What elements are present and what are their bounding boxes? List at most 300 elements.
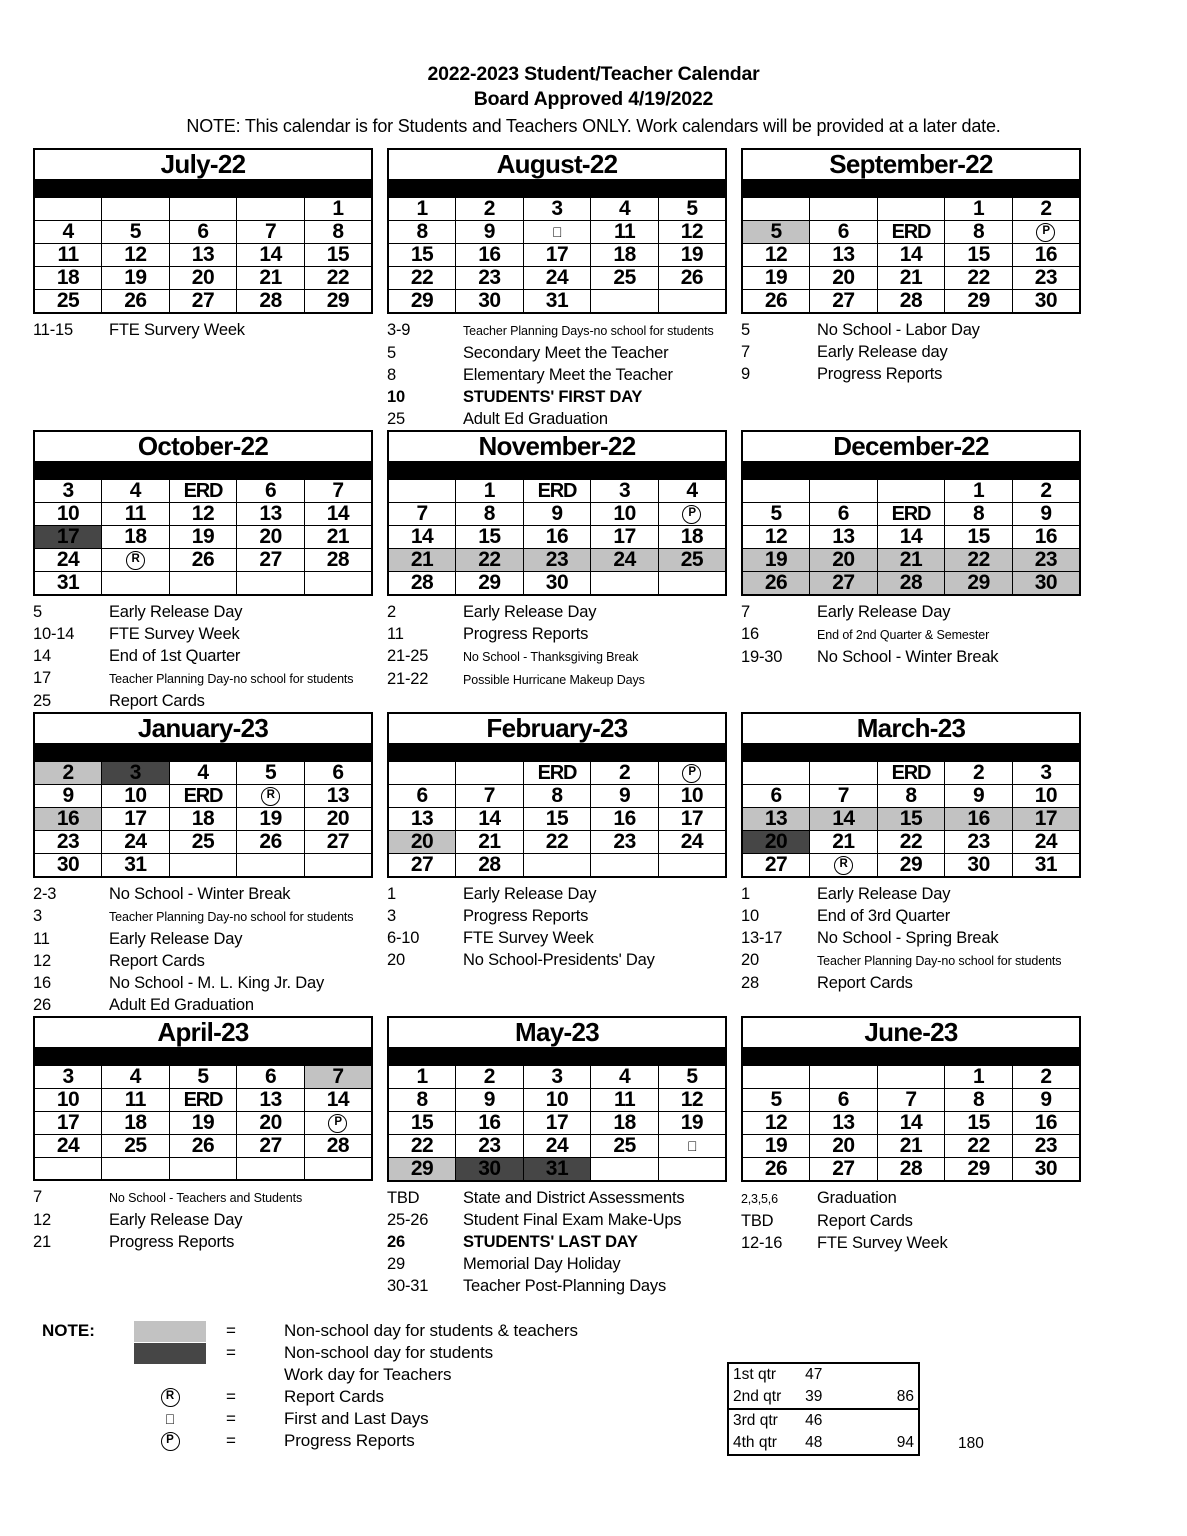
calendar-day[interactable]: 4 [169,762,237,785]
calendar-day[interactable]: 6 [169,221,237,244]
calendar-day-icon[interactable] [523,221,591,244]
event-text: FTE Survey Week [109,625,240,643]
calendar-day[interactable]: 15 [945,1112,1013,1135]
calendar-day[interactable]: 20 [810,549,878,572]
calendar-day[interactable]: ERD [169,480,237,503]
calendar-day[interactable]: ERD [523,762,591,785]
legend-equals: = [226,1409,236,1428]
calendar-day[interactable]: ERD [523,480,591,503]
calendar-day[interactable]: 2 [456,198,524,221]
calendar-day[interactable]: 1 [456,480,524,503]
calendar-day[interactable]: 18 [169,808,237,831]
month-events [387,883,727,971]
calendar-day[interactable]: 26 [742,572,810,596]
calendar-day[interactable]: 10 [102,785,170,808]
calendar-day[interactable]: 6 [388,785,456,808]
calendar-day[interactable]: 28 [877,1158,945,1182]
weekday-header-bar [388,744,726,762]
calendar-day[interactable]: 9 [523,503,591,526]
calendar-day[interactable]: 2 [1012,480,1080,503]
calendar-day[interactable]: 24 [102,831,170,854]
event-text: No School - Labor Day [817,321,980,339]
calendar-day[interactable]: 11 [591,221,659,244]
calendar-day[interactable]: 30 [1012,1158,1080,1182]
calendar-day[interactable]: 21 [877,267,945,290]
calendar-day[interactable]: 29 [388,290,456,314]
calendar-day[interactable]: 28 [456,854,524,878]
calendar-day[interactable]: 23 [523,549,591,572]
calendar-day[interactable]: 9 [1012,503,1080,526]
calendar-day[interactable]: 8 [456,503,524,526]
calendar-day[interactable]: 29 [945,290,1013,314]
calendar-day[interactable]: 5 [237,762,305,785]
calendar-day[interactable]: 8 [945,221,1013,244]
calendar-day[interactable]: 26 [742,1158,810,1182]
non-school-students-swatch [134,1343,206,1364]
calendar-day[interactable]: 19 [237,808,305,831]
calendar-day[interactable]: 22 [523,831,591,854]
calendar-day[interactable]: 15 [456,526,524,549]
calendar-day[interactable]: 16 [523,526,591,549]
calendar-day[interactable]: 17 [523,244,591,267]
calendar-day[interactable]: 29 [456,572,524,596]
event-text: STUDENTS' FIRST DAY [463,388,643,406]
calendar-day[interactable]: 29 [304,290,372,314]
calendar-day[interactable]: 9 [34,785,102,808]
calendar-day[interactable]: 20 [810,267,878,290]
calendar-day[interactable]: 27 [810,1158,878,1182]
calendar-day[interactable]: 30 [1012,572,1080,596]
calendar-day[interactable]: 12 [658,1089,726,1112]
calendar-day[interactable]: 13 [388,808,456,831]
calendar-day[interactable]: 23 [945,831,1013,854]
calendar-day[interactable]: 1 [945,480,1013,503]
calendar-day[interactable]: 6 [742,785,810,808]
calendar-day[interactable]: 22 [945,1135,1013,1158]
calendar-day[interactable]: 29 [388,1158,456,1182]
calendar-day[interactable]: 14 [388,526,456,549]
calendar-day[interactable]: 14 [810,808,878,831]
calendar-day[interactable]: 23 [1012,549,1080,572]
calendar-week-row [388,480,726,503]
calendar-day[interactable]: 5 [102,221,170,244]
calendar-day[interactable]: 12 [102,244,170,267]
calendar-day[interactable]: 2 [456,1066,524,1089]
calendar-day[interactable]: 14 [237,244,305,267]
calendar-day[interactable]: 12 [742,1112,810,1135]
calendar-day[interactable]: 27 [304,831,372,854]
calendar-day [304,572,372,596]
calendar-day[interactable]: 22 [304,267,372,290]
calendar-day[interactable]: 15 [945,244,1013,267]
calendar-day[interactable]: 13 [304,785,372,808]
month-events [387,1187,727,1297]
calendar-day[interactable]: 13 [237,1089,305,1112]
calendar-day[interactable]: 21 [810,831,878,854]
calendar-day[interactable]: 23 [456,267,524,290]
calendar-day[interactable]: 10 [591,503,659,526]
calendar-day[interactable]: 20 [810,1135,878,1158]
calendar-day[interactable]: 13 [810,1112,878,1135]
calendar-day[interactable]: 17 [658,808,726,831]
calendar-day[interactable]: 8 [388,221,456,244]
calendar-day[interactable]: 17 [34,526,102,549]
calendar-day[interactable]: 8 [388,1089,456,1112]
calendar-day[interactable]: 10 [523,1089,591,1112]
calendar-day[interactable]: 19 [742,1135,810,1158]
calendar-day[interactable]: 1 [945,198,1013,221]
calendar-day[interactable]: 21 [388,549,456,572]
calendar-day[interactable]: 3 [1012,762,1080,785]
calendar-week-row [34,480,372,503]
calendar-day[interactable]: 19 [169,526,237,549]
calendar-day[interactable]: 28 [304,1135,372,1158]
calendar-day[interactable]: 26 [169,549,237,572]
calendar-day[interactable]: 12 [742,244,810,267]
calendar-day[interactable]: 27 [810,290,878,314]
calendar-day[interactable]: 18 [591,244,659,267]
calendar-day-icon[interactable] [810,854,878,878]
calendar-day[interactable]: 25 [102,1135,170,1158]
calendar-day[interactable]: 21 [877,1135,945,1158]
quarter-label: 4th qtr [733,1434,777,1451]
calendar-day[interactable]: 4 [591,1066,659,1089]
calendar-day[interactable]: 3 [34,480,102,503]
quarter-days: 48 [805,1434,823,1451]
calendar-day[interactable]: 24 [34,549,102,572]
calendar-day[interactable]: ERD [169,785,237,808]
calendar-day[interactable]: 18 [658,526,726,549]
quarter-days: 47 [805,1366,823,1383]
calendar-day[interactable]: ERD [169,1089,237,1112]
calendar-day[interactable]: 28 [388,572,456,596]
calendar-day[interactable]: 19 [742,267,810,290]
calendar-day[interactable]: 20 [388,831,456,854]
calendar-day[interactable]: 6 [810,503,878,526]
calendar-day[interactable]: 22 [456,549,524,572]
calendar-day[interactable]: 16 [1012,526,1080,549]
calendar-day[interactable]: ERD [877,221,945,244]
calendar-day[interactable]: 27 [810,572,878,596]
calendar-day[interactable]: 13 [810,526,878,549]
calendar-day[interactable]: 12 [169,503,237,526]
calendar-day[interactable]: 2 [591,762,659,785]
calendar-day[interactable]: 20 [237,1112,305,1135]
calendar-day[interactable]: 8 [304,221,372,244]
calendar-day[interactable]: 24 [34,1135,102,1158]
calendar-day[interactable]: 2 [34,762,102,785]
calendar-day[interactable]: 7 [877,1089,945,1112]
calendar-day[interactable]: 5 [742,1089,810,1112]
legend-equals: = [226,1431,236,1450]
calendar-day[interactable]: 24 [591,549,659,572]
calendar-day[interactable]: 31 [523,290,591,314]
non-school-all-swatch [134,1321,206,1342]
calendar-day[interactable]: 28 [304,549,372,572]
calendar-day [658,572,726,596]
calendar-day[interactable]: 4 [34,221,102,244]
calendar-day[interactable]: 23 [1012,267,1080,290]
calendar-day[interactable]: 29 [877,854,945,878]
calendar-day[interactable]: 25 [169,831,237,854]
calendar-day[interactable]: 7 [304,480,372,503]
calendar-day[interactable]: 5 [658,198,726,221]
calendar-day[interactable]: 14 [877,526,945,549]
calendar-day[interactable]: 20 [169,267,237,290]
calendar-day[interactable]: 31 [102,854,170,878]
calendar-day[interactable]: 2 [1012,1066,1080,1089]
calendar-day[interactable]: 19 [658,1112,726,1135]
calendar-day[interactable]: 11 [34,244,102,267]
calendar-day[interactable]: 9 [591,785,659,808]
calendar-day[interactable]: 25 [591,267,659,290]
calendar-week-row [388,503,726,526]
calendar-day[interactable]: 15 [523,808,591,831]
calendar-day[interactable]: 10 [658,785,726,808]
calendar-day[interactable]: 19 [169,1112,237,1135]
calendar-day[interactable]: 16 [945,808,1013,831]
calendar-day[interactable]: 3 [523,198,591,221]
calendar-day[interactable]: 16 [591,808,659,831]
calendar-day[interactable]: 24 [523,267,591,290]
calendar-day[interactable]: 22 [388,267,456,290]
event-text: FTE Survey Week [463,929,594,947]
calendar-day[interactable]: 6 [810,221,878,244]
calendar-day[interactable]: 25 [591,1135,659,1158]
calendar-day[interactable]: 20 [742,831,810,854]
calendar-day[interactable]: 15 [945,526,1013,549]
calendar-day[interactable]: 7 [456,785,524,808]
calendar-day-icon[interactable] [304,1112,372,1135]
calendar-day[interactable]: 18 [102,1112,170,1135]
calendar-day[interactable]: 28 [237,290,305,314]
calendar-day[interactable]: 16 [1012,1112,1080,1135]
calendar-day[interactable]: 13 [169,244,237,267]
calendar-day [877,1066,945,1089]
event-row [741,646,1081,668]
calendar-day[interactable]: 21 [304,526,372,549]
calendar-day[interactable]: 14 [304,503,372,526]
calendar-day[interactable]: 9 [456,1089,524,1112]
calendar-week-row [34,762,372,785]
calendar-day[interactable]: 21 [456,831,524,854]
calendar-week-row [388,244,726,267]
calendar-day[interactable]: 9 [456,221,524,244]
calendar-day[interactable]: 18 [102,526,170,549]
weekday-header-bar [34,462,372,480]
months-grid [0,148,1187,1297]
calendar-day[interactable]: 5 [742,503,810,526]
calendar-day[interactable]: 17 [523,1112,591,1135]
calendar-week-row [34,1066,372,1089]
calendar-day[interactable]: 5 [742,221,810,244]
calendar-day[interactable]: 26 [102,290,170,314]
calendar-day[interactable]: 18 [591,1112,659,1135]
calendar-day[interactable]: 17 [34,1112,102,1135]
calendar-day[interactable]: 5 [169,1066,237,1089]
calendar-day-icon[interactable] [237,785,305,808]
calendar-day[interactable]: 27 [388,854,456,878]
calendar-day[interactable]: 15 [388,244,456,267]
calendar-day[interactable]: 6 [304,762,372,785]
calendar-day[interactable]: 8 [945,1089,1013,1112]
calendar-day[interactable]: 15 [304,244,372,267]
calendar-day[interactable]: 14 [304,1089,372,1112]
calendar-day[interactable]: 30 [945,854,1013,878]
calendar-day[interactable]: 23 [591,831,659,854]
calendar-day[interactable]: 24 [1012,831,1080,854]
calendar-day[interactable]: 31 [523,1158,591,1182]
calendar-day[interactable]: 18 [34,267,102,290]
calendar-day[interactable]: 20 [304,808,372,831]
calendar-day[interactable]: 13 [810,244,878,267]
calendar-day[interactable]: 11 [102,1089,170,1112]
calendar-day[interactable]: 8 [523,785,591,808]
calendar-day [591,854,659,878]
calendar-day[interactable]: 28 [877,572,945,596]
calendar-day[interactable]: 4 [658,480,726,503]
calendar-day[interactable]: 2 [1012,198,1080,221]
calendar-day[interactable]: 27 [237,549,305,572]
calendar-day[interactable]: 28 [877,290,945,314]
calendar-day[interactable]: 15 [388,1112,456,1135]
calendar-day[interactable]: 1 [388,198,456,221]
calendar-day[interactable]: 23 [34,831,102,854]
calendar-day[interactable]: 14 [456,808,524,831]
calendar-day[interactable]: 24 [523,1135,591,1158]
calendar-day[interactable]: 3 [523,1066,591,1089]
calendar-day [810,1066,878,1089]
calendar-day[interactable]: 30 [523,572,591,596]
calendar-day[interactable]: 16 [1012,244,1080,267]
calendar-day[interactable]: 11 [591,1089,659,1112]
calendar-day[interactable]: 12 [658,221,726,244]
calendar-day[interactable]: 2 [945,762,1013,785]
calendar-day-icon[interactable] [1012,221,1080,244]
calendar-day[interactable]: 17 [1012,808,1080,831]
legend-equals: = [226,1343,236,1362]
quarter-sum: 86 [859,1386,919,1409]
calendar-day[interactable]: 17 [102,808,170,831]
calendar-day[interactable]: 6 [237,480,305,503]
weekday-header-bar [34,1048,372,1066]
calendar-day[interactable]: 22 [945,549,1013,572]
calendar-day[interactable]: 31 [1012,854,1080,878]
calendar-day[interactable]: 30 [456,290,524,314]
calendar-day[interactable]: ERD [877,762,945,785]
calendar-day[interactable]: 27 [742,854,810,878]
calendar-day-icon[interactable] [658,503,726,526]
calendar-day[interactable]: 8 [945,503,1013,526]
calendar-day[interactable]: 30 [34,854,102,878]
calendar-day[interactable]: 11 [102,503,170,526]
calendar-day[interactable]: 26 [237,831,305,854]
calendar-day-icon[interactable] [102,549,170,572]
calendar-day[interactable]: 16 [456,244,524,267]
calendar-day[interactable]: 26 [169,1135,237,1158]
month-title: December-22 [742,431,1080,462]
calendar-day-icon[interactable] [658,1135,726,1158]
calendar-day[interactable]: 21 [237,267,305,290]
calendar-day[interactable]: 14 [877,244,945,267]
calendar-day[interactable]: 8 [877,785,945,808]
calendar-day[interactable]: 27 [169,290,237,314]
calendar-day[interactable]: 10 [34,1089,102,1112]
calendar-day[interactable]: 6 [237,1066,305,1089]
calendar-day[interactable]: 12 [742,526,810,549]
calendar-day[interactable]: 29 [945,572,1013,596]
calendar-day[interactable]: 26 [658,267,726,290]
calendar-day[interactable]: 26 [742,290,810,314]
calendar-day[interactable]: 27 [237,1135,305,1158]
progress-reports-icon: P [328,1114,347,1133]
calendar-day[interactable]: 3 [591,480,659,503]
calendar-day[interactable]: 20 [237,526,305,549]
calendar-day-icon[interactable] [658,762,726,785]
calendar-day[interactable]: 23 [1012,1135,1080,1158]
event-row [741,905,1081,927]
calendar-day[interactable]: 22 [877,831,945,854]
calendar-day[interactable]: ERD [877,503,945,526]
calendar-day[interactable]: 14 [877,1112,945,1135]
calendar-day[interactable]: 5 [658,1066,726,1089]
calendar-week-row [742,1066,1080,1089]
calendar-day[interactable]: 13 [742,808,810,831]
calendar-day[interactable]: 4 [102,480,170,503]
calendar-day[interactable]: 9 [1012,1089,1080,1112]
calendar-day[interactable]: 3 [102,762,170,785]
calendar-day[interactable]: 23 [456,1135,524,1158]
calendar-day[interactable]: 10 [34,503,102,526]
calendar-week-row [742,1135,1080,1158]
calendar-day[interactable]: 19 [742,549,810,572]
calendar-day[interactable]: 1 [388,1066,456,1089]
calendar-day[interactable]: 29 [945,1158,1013,1182]
calendar-day[interactable]: 4 [102,1066,170,1089]
calendar-day[interactable]: 7 [810,785,878,808]
calendar-day[interactable]: 7 [304,1066,372,1089]
calendar-day[interactable]: 7 [388,503,456,526]
calendar-day[interactable]: 10 [1012,785,1080,808]
calendar-day[interactable]: 1 [304,198,372,221]
calendar-day[interactable]: 17 [591,526,659,549]
calendar-day[interactable]: 4 [591,198,659,221]
calendar-day[interactable]: 7 [237,221,305,244]
calendar-day[interactable]: 30 [456,1158,524,1182]
calendar-week-row [388,1112,726,1135]
calendar-day[interactable]: 31 [34,572,102,596]
quarter-row [728,1432,919,1455]
calendar-day[interactable]: 9 [945,785,1013,808]
calendar-day[interactable]: 24 [658,831,726,854]
calendar-day[interactable]: 13 [237,503,305,526]
calendar-day[interactable]: 22 [388,1135,456,1158]
calendar-day[interactable]: 25 [34,290,102,314]
calendar-day[interactable]: 30 [1012,290,1080,314]
calendar-day[interactable]: 22 [945,267,1013,290]
calendar-day[interactable]: 6 [810,1089,878,1112]
calendar-day[interactable]: 1 [945,1066,1013,1089]
calendar-day[interactable]: 19 [102,267,170,290]
calendar-day[interactable]: 25 [658,549,726,572]
calendar-day[interactable]: 21 [877,549,945,572]
calendar-day[interactable]: 15 [877,808,945,831]
calendar-day[interactable]: 3 [34,1066,102,1089]
calendar-day[interactable]: 19 [658,244,726,267]
calendar-day[interactable]: 16 [456,1112,524,1135]
calendar-day[interactable]: 16 [34,808,102,831]
legend-equals: = [226,1321,236,1340]
